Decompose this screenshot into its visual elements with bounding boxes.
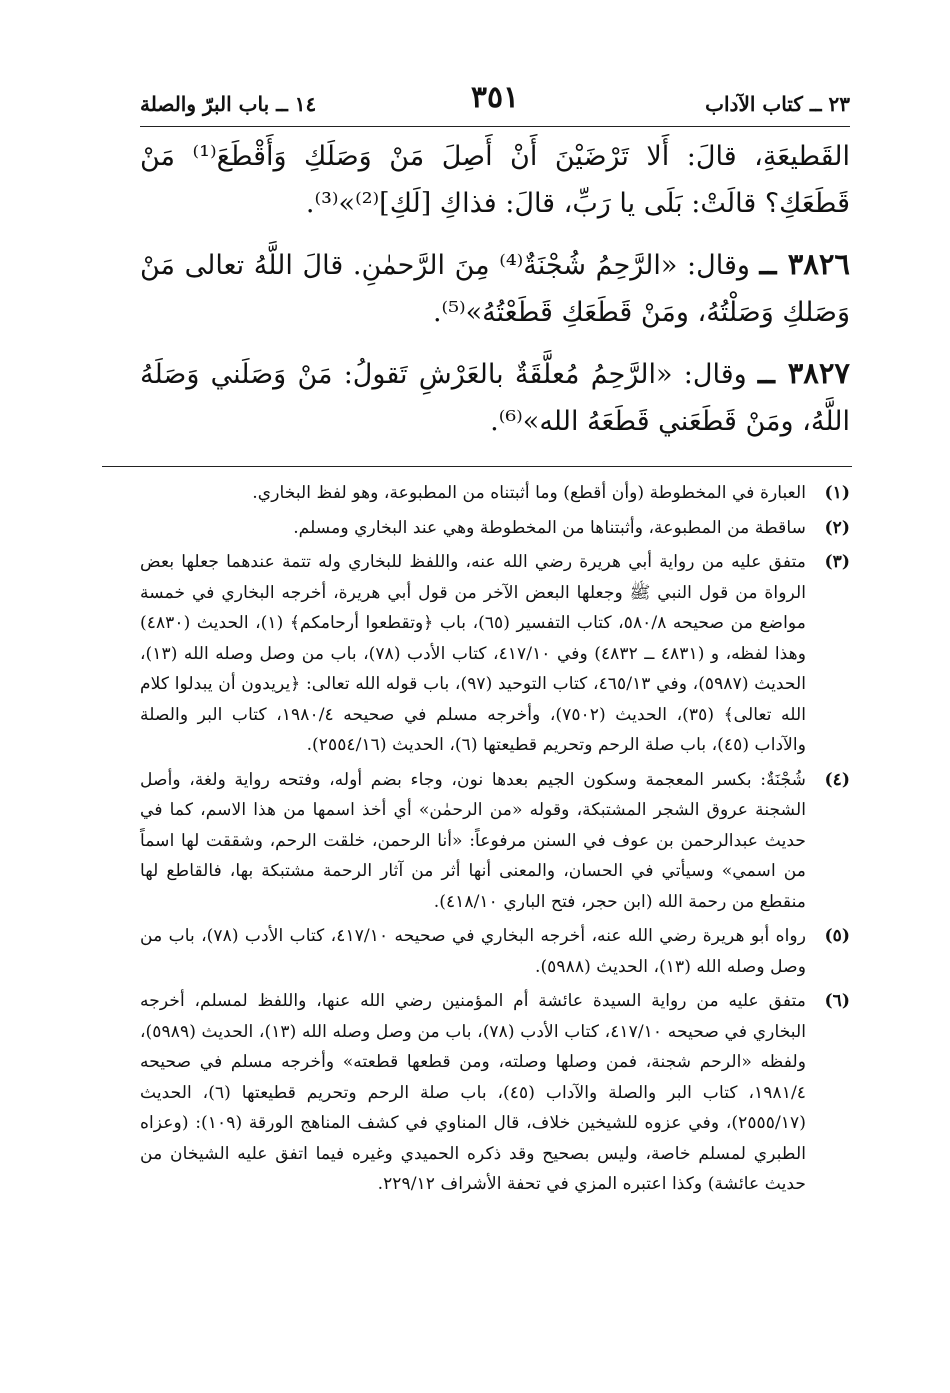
footnote-text: رواه أبو هريرة رضي الله عنه، أخرجه البخاري في صحيحه ٤١٧/١٠، كتاب الأدب (٧٨)، باب من وصل وصله الله (١٣)، الحديث (٥٩٨٨). <box>140 926 807 977</box>
section-title: ١٤ ــ باب البرّ والصلة <box>140 92 317 116</box>
hadith-paragraph <box>140 132 850 227</box>
footnote <box>140 921 850 982</box>
page-header <box>140 82 850 127</box>
footnote-text: شُجْنَةٌ: بكسر المعجمة وسكون الجيم بعدها نون، وجاء بضم أوله، وفتحه رواية ولغة، وأصل الشجنة عروق الشجر المشتبكة، وقوله «من الرحمٰن» أي أخذ اسمها من هذا الاسم، كما في حديث عبدالرحمن بن عوف في السنن مرفوعاً: «أنا الرحمن، خلقت الرحم، وشققت لها اسماً من اسمي» وسيأتي في الحسان، والمعنى أنها أثر من آثار الرحمة مشتبكة بها، فالقاطع لها منقطع من رحمة الله (ابن حجر، فتح الباري ٤١٨/١٠). <box>140 769 806 912</box>
hadith-number: ٣٨٢٦ ــ <box>759 247 850 281</box>
hadith-text: وقال: «الرَّحِمُ مُعلَّقَةٌ بالعَرْشِ تَقولُ: مَنْ وَصَلَني وَصَلَهُ اللَّهُ، ومَنْ قَطَعَني قَطَعَهُ الله»⁽⁶⁾. <box>140 359 850 437</box>
footnote-number: (٦) <box>824 991 850 1011</box>
footnote-text: ساقطة من المطبوعة، وأثبتناها من المخطوطة وهي عند البخاري ومسلم. <box>293 517 806 538</box>
footnote-number: (٣) <box>824 552 850 572</box>
footnote <box>140 765 850 918</box>
footnote-number: (١) <box>824 483 850 503</box>
footnote-text: العبارة في المخطوطة (وأن أقطع) وما أثبتناه من المطبوعة، وهو لفظ البخاري. <box>252 483 806 503</box>
footnote-number: (٢) <box>824 517 850 538</box>
footnote <box>140 478 850 509</box>
chapter-title: ٢٣ ــ كتاب الآداب <box>705 92 850 116</box>
footnote-number: (٤) <box>824 769 850 790</box>
footnotes <box>140 478 850 1204</box>
main-text <box>140 132 850 459</box>
footnote-text: متفق عليه من رواية السيدة عائشة أم المؤمنين رضي الله عنها، واللفظ لمسلم، أخرجه البخاري في صحيحه ٤١٧/١٠، كتاب الأدب (٧٨)، باب من وصل وصله الله (١٣)، الحديث (٥٩٨٩)، ولفظه «الرحم شجنة، فمن وصلها وصلته، ومن قطعها قطعته» وأخرجه مسلم في صحيحه ١٩٨١/٤، كتاب البر والصلة والآداب (٤٥)، باب صلة الرحم وتحريم قطيعتها (٦)، الحديث (٢٥٥٥/١٧)، وفي عزوه للشيخين خلاف، قال المناوي في كشف المناهج الورقة (١٠٩): (وعزاه الطبري لمسلم خاصة، وليس بصحيح وقد ذكره الحميدي وغيره فيما اتفق عليه الشيخان من حديث عائشة) وكذا اعتبره المزي في تحفة الأشراف ٢٢٩/١٢. <box>140 991 806 1194</box>
footnote <box>140 547 850 761</box>
hadith-number: ٣٨٢٧ ــ <box>757 356 850 390</box>
hadith-paragraph <box>140 350 850 445</box>
footnote <box>140 986 850 1200</box>
hadith-text: القَطيعَةِ، قالَ: أَلا تَرْضَيْنَ أَنْ أَصِلَ مَنْ وَصَلَكِ وَأَقْطَعَ⁽¹⁾ مَنْ قَطَعَكِ؟ قالَتْ: بَلَى يا رَبِّ، قالَ: فذاكِ [لَكِ]⁽²⁾»⁽³⁾. <box>140 141 850 219</box>
footnote-text: متفق عليه من رواية أبي هريرة رضي الله عنه، واللفظ للبخاري وله تتمة عندهما جعلها بعض الرواة من قول النبي ﷺ وجعلها البعض الآخر من قول أبي هريرة، أخرجه البخاري في خمسة مواضع من صحيحه ٥٨٠/٨، كتاب التفسير (٦٥)، باب ﴿وتقطعوا أرحامكم﴾ (١)، الحديث (٤٨٣٠) وهذا لفظه، و (٤٨٣١ ــ ٤٨٣٢) وفي ٤١٧/١٠، كتاب الأدب (٧٨)، باب من وصل وصله الله (١٣)، الحديث (٥٩٨٧)، وفي ٤٦٥/١٣، كتاب التوحيد (٩٧)، باب قوله الله تعالى: ﴿يريدون أن يبدلوا كلام الله تعالى﴾ (٣٥)، الحديث (٧٥٠٢)، وأخرجه مسلم في صحيحه ١٩٨٠/٤، كتاب البر والصلة والآداب (٤٥)، باب صلة الرحم وتحريم قطيعتها (٦)، الحديث (٢٥٥٤/١٦). <box>140 552 807 755</box>
footnote <box>140 513 850 544</box>
hadith-paragraph <box>140 241 850 336</box>
hadith-text: وقال: «الرَّحِمُ شُجْنَةٌ⁽⁴⁾ مِنَ الرَّحمٰنِ. قالَ اللَّهُ تعالى مَنْ وَصَلكِ وَصَلْتُهُ، ومَنْ قَطَعَكِ قَطَعْتُهُ»⁽⁵⁾. <box>140 250 850 328</box>
footnote-number: (٥) <box>824 926 850 946</box>
footnote-divider <box>102 466 852 467</box>
page-number: ٣٥١ <box>470 80 520 115</box>
